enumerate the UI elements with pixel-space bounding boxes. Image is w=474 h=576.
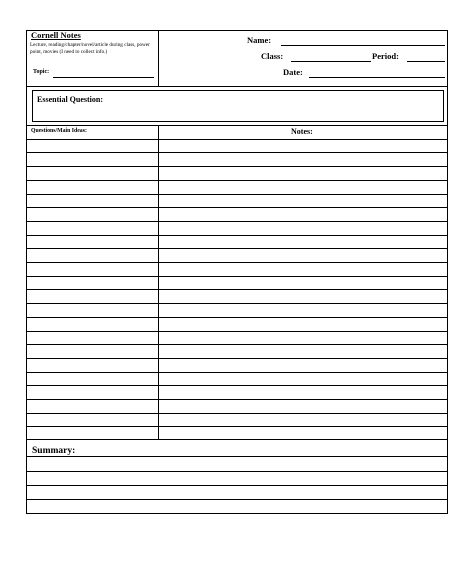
ruled-line: [27, 344, 447, 345]
summary-ruled-line: [27, 456, 447, 457]
summary-ruled-line: [27, 499, 447, 500]
summary-top-line: [27, 439, 447, 440]
topic-line: [53, 77, 154, 78]
notes-label: Notes:: [291, 127, 313, 136]
period-label: Period:: [372, 51, 399, 61]
name-label: Name:: [247, 35, 272, 45]
ruled-line: [27, 358, 447, 359]
ruled-line: [27, 221, 447, 222]
ruled-line: [27, 262, 447, 263]
summary-ruled-line: [27, 471, 447, 472]
date-label: Date:: [283, 67, 303, 77]
essential-question-label: Essential Question:: [37, 95, 104, 104]
ruled-line: [27, 152, 447, 153]
date-line[interactable]: [309, 77, 445, 78]
ruled-line: [27, 276, 447, 277]
ruled-line: [27, 317, 447, 318]
ruled-line: [27, 303, 447, 304]
ruled-line: [27, 194, 447, 195]
header-divider: [158, 31, 159, 86]
ruled-line: [27, 385, 447, 386]
header-bottom-line: [27, 86, 447, 87]
period-line[interactable]: [407, 61, 445, 62]
class-line[interactable]: [291, 61, 371, 62]
sheet-description: Lecture, reading/chapter/novel/article during class, power point, movies (I need to collect info.): [30, 42, 150, 55]
ruled-line: [27, 166, 447, 167]
name-line[interactable]: [281, 45, 445, 46]
ruled-line: [27, 426, 447, 427]
ruled-line: [27, 125, 447, 126]
summary-ruled-line: [27, 485, 447, 486]
ruled-line: [27, 372, 447, 373]
ruled-line: [27, 180, 447, 181]
ruled-line: [27, 248, 447, 249]
class-label: Class:: [261, 51, 284, 61]
cornell-notes-sheet: [26, 30, 448, 514]
questions-label: Questions/Main Ideas:: [31, 128, 87, 134]
essential-question-box[interactable]: [32, 90, 444, 122]
sheet-title: Cornell Notes: [31, 30, 81, 40]
ruled-line: [27, 235, 447, 236]
column-divider: [158, 125, 159, 439]
topic-label: Topic:: [33, 69, 50, 75]
ruled-line: [27, 399, 447, 400]
ruled-line: [27, 139, 447, 140]
ruled-line: [27, 331, 447, 332]
ruled-line: [27, 413, 447, 414]
ruled-line: [27, 207, 447, 208]
ruled-line: [27, 289, 447, 290]
summary-label: Summary:: [32, 446, 76, 456]
